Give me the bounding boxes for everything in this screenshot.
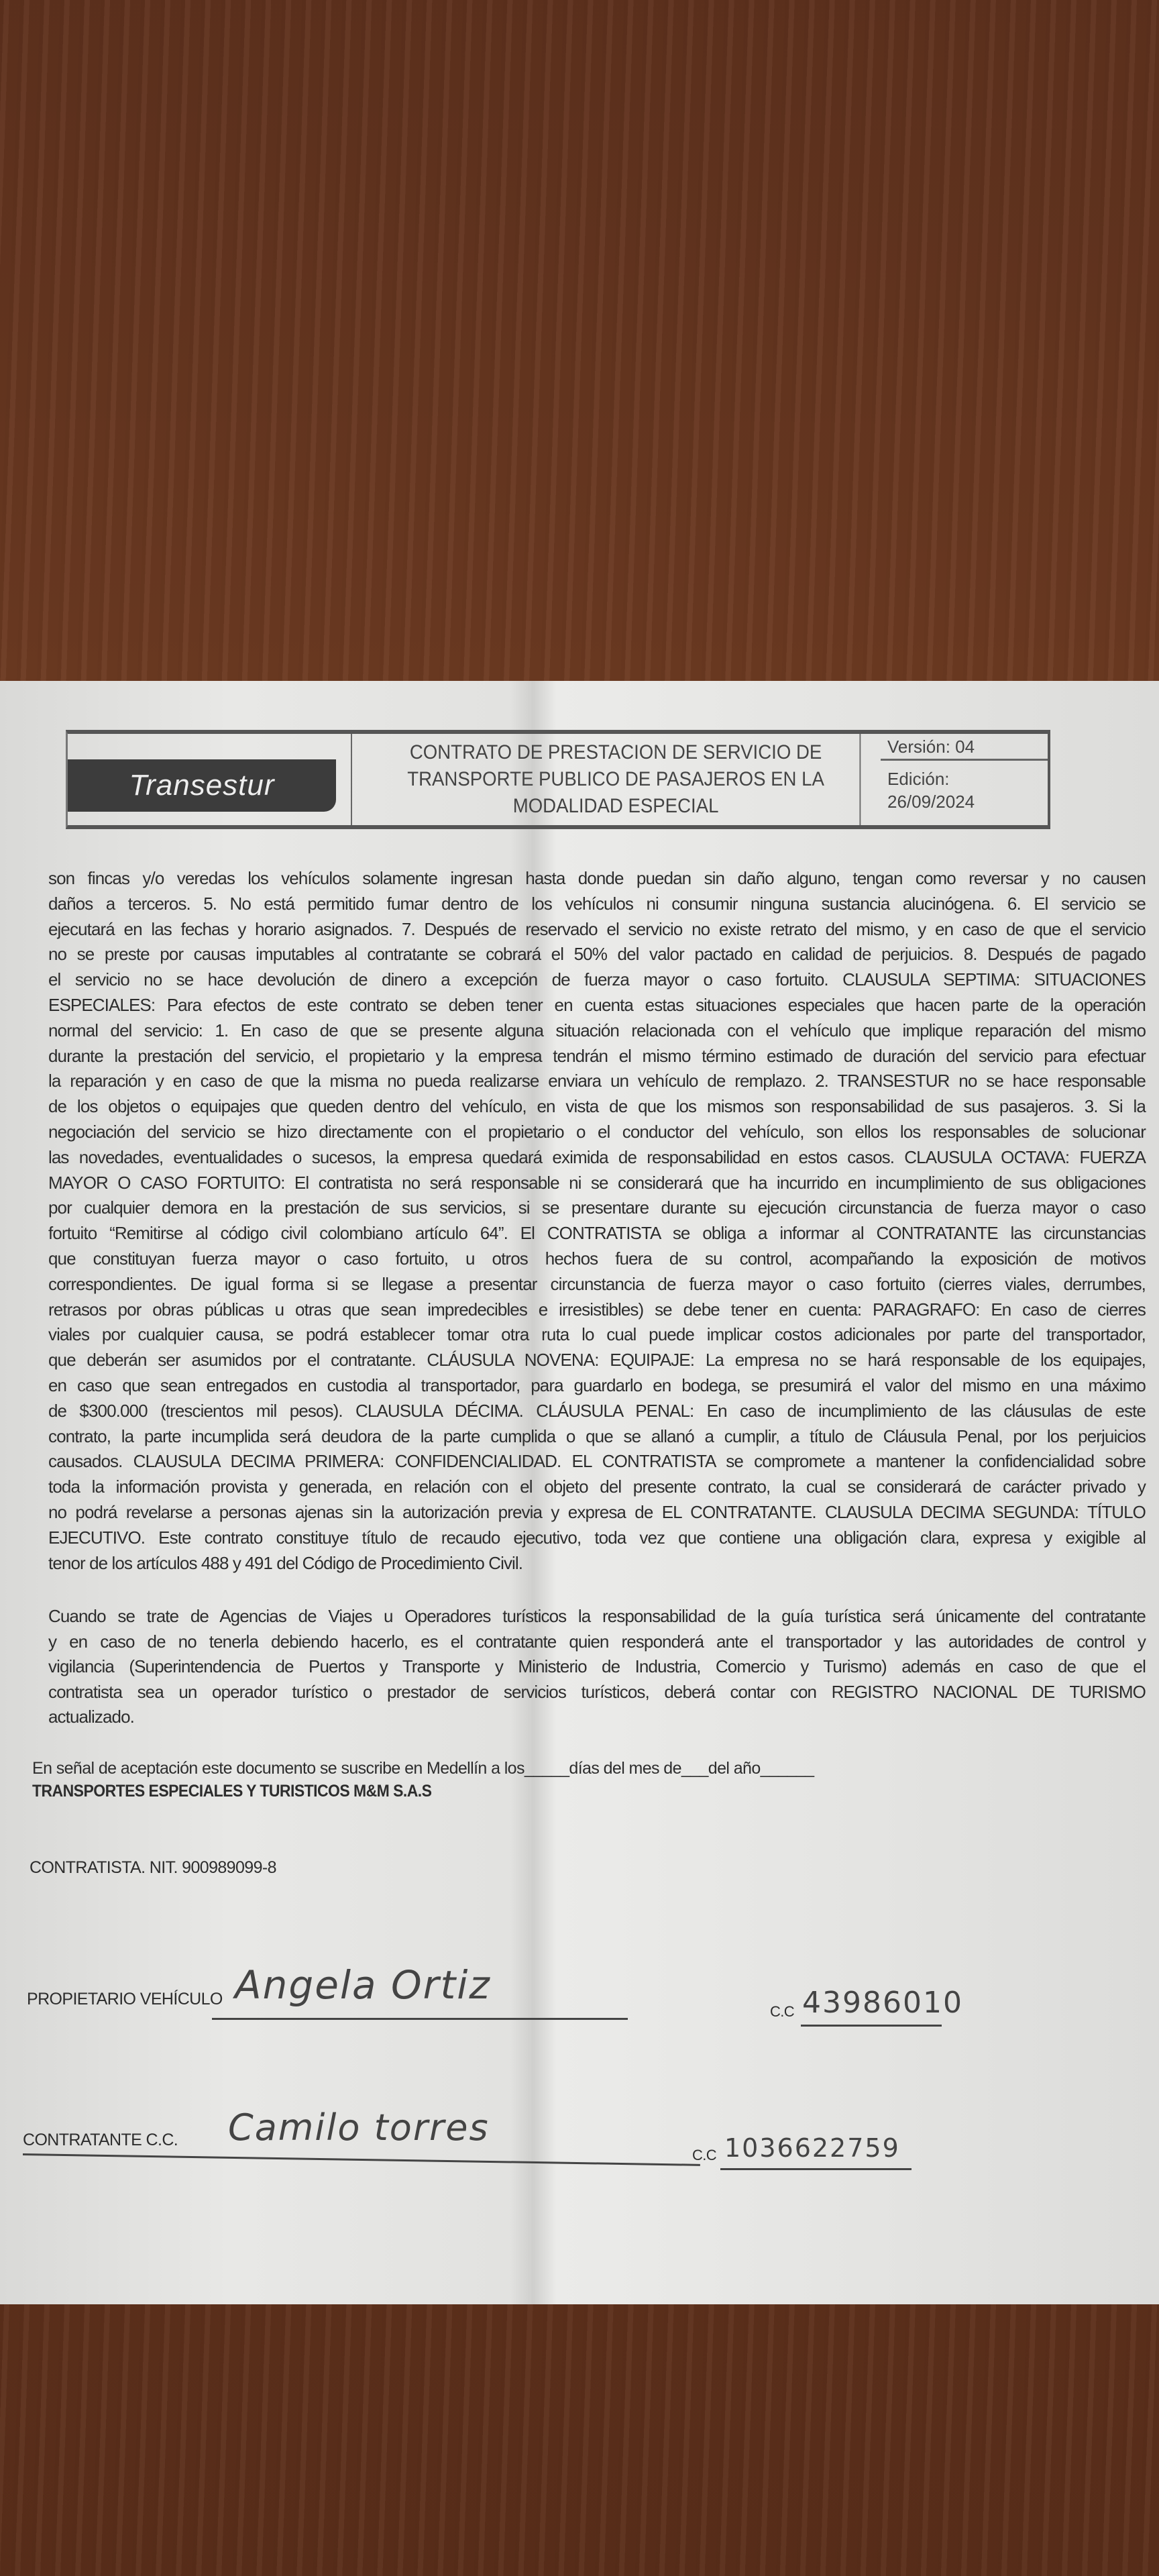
text-line: vigilancia (Superintendencia de Puertos y Transporte y Ministerio de Industria, Comercio y Turismo) además en caso de que el	[48, 1656, 1146, 1676]
text-line: correspondientes. De igual forma si se llegase a presentar circunstancia de fuerza mayor o caso fortuito (cierres viales, derrumbes,	[48, 1273, 1146, 1294]
company-name: TRANSPORTES ESPECIALES Y TURISTICOS M&M S.A.S	[32, 1782, 432, 1801]
text-line: por cualquier demora en la prestación de sus servicios, si se presentare durante su ejecución circunstancia de fuerza mayor o caso	[48, 1197, 1146, 1218]
text-line: y en caso de no tenerla debiendo hacerlo, es el contratante quien responderá ante el transportador y las autoridades de control y	[48, 1631, 1146, 1652]
contratista-label: CONTRATISTA. NIT. 900989099-8	[30, 1858, 276, 1877]
text-line: durante la prestación del servicio, el propietario y la empresa tendrán el mismo término estimado de duración del servicio para efectuar	[48, 1045, 1146, 1066]
contratante-cc-line	[720, 2168, 912, 2170]
text-line: toda la información provista y generada, en relación con el objeto del presente contrato, la cual se considerará de carácter privado y	[48, 1477, 1146, 1497]
propietario-cc-line	[801, 2025, 942, 2027]
text-line: normal del servicio: 1. En caso de que se presente alguna situación relacionada con el vehículo que implique reparación del mismo	[48, 1020, 1146, 1040]
acceptance-line: En señal de aceptación este documento se suscribe en Medellín a los_____días del mes de___del año______	[32, 1759, 814, 1778]
text-line: las novedades, eventualidades o sucesos, la empresa quedará eximida de responsabilidad en estos casos. CLAUSULA OCTAVA: FUERZA	[48, 1146, 1146, 1167]
text-line: contrato, la parte incumplida será deudora de la parte cumplida o que se allanó a cumplir, a título de Cláusula Penal, por los perjuicios	[48, 1426, 1146, 1446]
text-line: ejecutará en las fechas y horario asignados. 7. Después de reservado el servicio no existe retrato del mismo, y en caso de que el servicio	[48, 918, 1146, 939]
title-line: MODALIDAD ESPECIAL	[512, 795, 719, 817]
document-header	[66, 730, 1050, 829]
text-line: causados. CLAUSULA DECIMA PRIMERA: CONFIDENCIALIDAD. EL CONTRATISTA se compromete a mantener la confidencialidad sobre	[48, 1451, 1146, 1472]
edition-label: Edición:	[887, 769, 950, 789]
contratante-label: CONTRATANTE C.C.	[23, 2131, 178, 2149]
document-title	[372, 734, 861, 825]
text-line: tenor de los artículos 488 y 491 del Código de Procedimiento Civil.	[48, 1552, 523, 1573]
propietario-signature: Angela Ortiz	[235, 1962, 491, 2008]
text-line: en caso que sean entregados en custodia al transportador, para guardarlo en bodega, se presumirá el valor del mismo en una máximo	[48, 1375, 1146, 1395]
text-line: fortuito “Remitirse al código civil colombiano artículo 64”. El CONTRATISTA se obliga a informar al CONTRATANTE las circunstancias	[48, 1223, 1146, 1244]
text-line: la reparación y en caso de que la misma no pueda realizarse enviara un vehículo de remplazo. 2. TRANSESTUR no se hace responsable	[48, 1071, 1146, 1091]
contratante-cc-number: 1036622759	[724, 2133, 900, 2163]
text-line: contratista sea un operador turístico o prestador de servicios turísticos, deberá contar con REGISTRO NACIONAL DE TURISMO	[48, 1681, 1146, 1702]
text-line: de los objetos o equipajes que queden dentro del vehículo, en vista de que los mismos son responsabilidad de sus pasajeros. 3. Si la	[48, 1096, 1146, 1117]
text-line: retrasos por obras públicas u otras que sean impredecibles e irresistibles) se debe tener en cuenta: PARAGRAFO: En caso de cierres	[48, 1299, 1146, 1320]
version-cell	[881, 734, 1048, 825]
text-line: negociación del servicio se hizo directamente con el propietario o el conductor del vehículo, son ellos los responsables de solucionar	[48, 1122, 1146, 1142]
text-line: no se preste por causas imputables al contratante se cobrará el 50% del valor pactado en calidad de perjuicios. 8. Después de pagado	[48, 944, 1146, 965]
propietario-signature-line	[212, 2018, 628, 2020]
contratante-signature: Camilo torres	[228, 2106, 490, 2149]
title-line: CONTRATO DE PRESTACION DE SERVICIO DE	[409, 741, 822, 763]
version-label: Versión: 04	[881, 734, 1048, 761]
propietario-cc-label: C.C	[770, 2003, 795, 2020]
text-line: no podrá revelarse a personas ajenas sin la autorización previa y expresa de EL CONTRATANTE. CLAUSULA DECIMA SEGUNDA: TÍTULO	[48, 1502, 1146, 1522]
propietario-cc-number: 43986010	[802, 1986, 963, 2020]
text-line: ESPECIALES: Para efectos de este contrato se deben tener en cuenta estas situaciones especiales que hacen parte de la operación	[48, 995, 1146, 1015]
title-line: TRANSPORTE PUBLICO DE PASAJEROS EN LA	[407, 768, 824, 790]
text-line: son fincas y/o veredas los vehículos solamente ingresan hasta donde puedan sin daño alguno, tengan como reversar y no causen	[48, 868, 1146, 888]
text-line: de $300.000 (trescientos mil pesos). CLAUSULA DÉCIMA. CLÁUSULA PENAL: En caso de incumplimiento de las cláusulas de este	[48, 1400, 1146, 1421]
propietario-label: PROPIETARIO VEHÍCULO	[27, 1990, 223, 2008]
text-line: que deberán ser asumidos por el contratante. CLÁUSULA NOVENA: EQUIPAJE: La empresa no se hará responsable de los equipajes,	[48, 1350, 1146, 1371]
transestur-logo: Transestur	[68, 759, 336, 812]
text-line: daños a terceros. 5. No está permitido fumar dentro de los vehículos ni consumir ninguna sustancia alucinógena. 6. El servicio se	[48, 893, 1146, 914]
logo-cell	[68, 734, 352, 825]
edition-date: 26/09/2024	[887, 792, 975, 812]
text-line: viales por cualquier causa, se podrá establecer tomar otra ruta lo cual puede implicar costos adicionales por parte del transportador,	[48, 1324, 1146, 1345]
text-line: MAYOR O CASO FORTUITO: El contratista no será responsable ni se considerará que ha incurrido en incumplimiento de sus obligaciones	[48, 1172, 1146, 1193]
contratante-cc-label: C.C	[692, 2147, 717, 2163]
text-line: actualizado.	[48, 1707, 134, 1727]
text-line: EJECUTIVO. Este contrato constituye título de recaudo ejecutivo, toda vez que contiene una obligación clara, expresa y exigible al	[48, 1527, 1146, 1548]
text-line: Cuando se trate de Agencias de Viajes u Operadores turísticos la responsabilidad de la guía turística será únicamente del contratante	[48, 1606, 1146, 1626]
text-line: que constituyan fuerza mayor o caso fortuito, u otros hechos fuera de su control, acompañando la exposición de motivos	[48, 1248, 1146, 1269]
text-line: el servicio no se hace devolución de dinero a excepción de fuerza mayor o caso fortuito. CLAUSULA SEPTIMA: SITUACIONES	[48, 969, 1146, 990]
